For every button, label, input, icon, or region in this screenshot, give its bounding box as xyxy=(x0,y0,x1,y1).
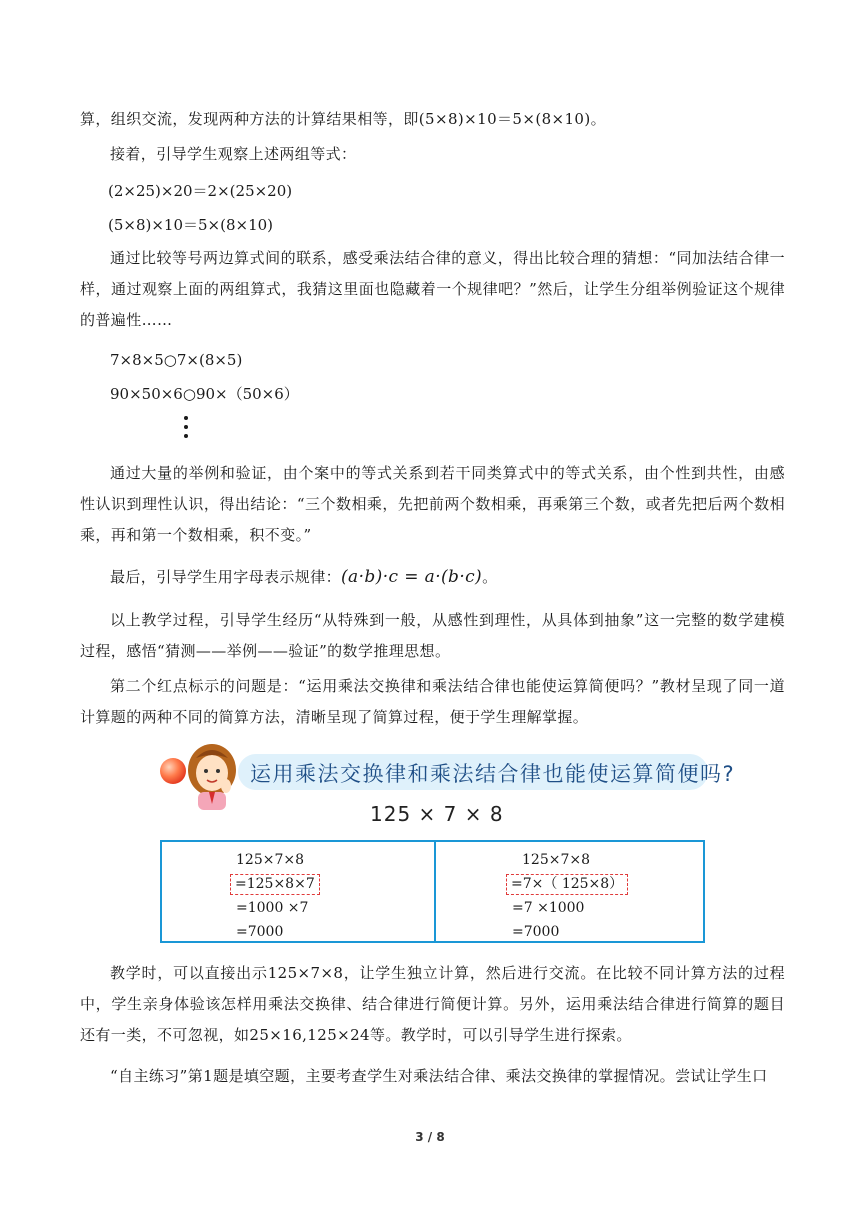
method-1-line-2-wrap xyxy=(236,872,320,896)
method-1-line-2: =125×8×7 xyxy=(230,874,320,895)
paragraph-5 xyxy=(80,562,785,593)
example-1: 7×8×5○7×(8×5) xyxy=(110,351,243,369)
paragraph-8: 教学时，可以直接出示125×7×8，让学生独立计算，然后进行交流。在比较不同计算方法的过程中，学生亲身体验该怎样用乘法交换律、结合律进行简便计算。另外，运用乘法结合律进行简算的题目还有一类，不可忽视，如25×16,125×24等。教学时，可以引导学生进行探索。 xyxy=(80,964,785,1044)
formula-associative-law: (a·b)·c = a·(b·c) xyxy=(341,567,483,587)
paragraph-9: “自主练习”第1题是填空题，主要考查学生对乘法结合律、乘法交换律的掌握情况。尝试让学生口 xyxy=(110,1067,768,1085)
paragraph-3: 通过比较等号两边算式间的联系，感受乘法结合律的意义，得出比较合理的猜想：“同加法结合律一样，通过观察上面的两组算式，我猜这里面也隐藏着一个规律吧？”然后，让学生分组举例验证这个规律的普遍性…… xyxy=(80,249,785,329)
solution-box xyxy=(160,840,705,943)
example-2: 90×50×6○90×（50×6） xyxy=(110,385,299,403)
equation-2: (5×8)×10＝5×(8×10) xyxy=(108,216,274,234)
box-divider xyxy=(434,842,436,941)
textbook-figure xyxy=(160,740,736,950)
banner-text: 运用乘法交换律和乘法结合律也能使运算简便吗? xyxy=(250,762,736,786)
method-2-line-3: =7 ×1000 xyxy=(512,900,585,916)
vertical-ellipsis xyxy=(182,416,190,443)
paragraph-7: 第二个红点标示的问题是：“运用乘法交换律和乘法结合律也能使运算简便吗？”教材呈现了同一道计算题的两种不同的简算方法，清晰呈现了简算过程，便于学生理解掌握。 xyxy=(80,677,785,726)
girl-illustration xyxy=(182,740,240,810)
paragraph-6: 以上教学过程，引导学生经历“从特殊到一般，从感性到理性，从具体到抽象”这一完整的数学建模过程，感悟“猜测——举例——验证”的数学推理思想。 xyxy=(80,611,785,660)
method-1 xyxy=(236,848,320,944)
method-2-line-4: =7000 xyxy=(512,924,560,940)
figure-expression: 125 × 7 × 8 xyxy=(370,802,504,826)
method-2 xyxy=(512,848,628,944)
paragraph-5-prefix: 最后，引导学生用字母表示规律： xyxy=(110,568,342,586)
method-2-line-2-wrap xyxy=(512,872,628,896)
paragraph-1: 算，组织交流，发现两种方法的计算结果相等，即(5×8)×10＝5×(8×10)。 xyxy=(80,110,607,128)
paragraph-5-suffix: 。 xyxy=(482,568,498,586)
method-1-line-1: 125×7×8 xyxy=(236,852,304,868)
method-1-line-4: =7000 xyxy=(236,924,284,940)
method-2-line-1: 125×7×8 xyxy=(522,852,590,868)
equation-1: (2×25)×20＝2×(25×20) xyxy=(108,182,293,200)
paragraph-2: 接着，引导学生观察上述两组等式： xyxy=(110,145,357,163)
paragraph-4: 通过大量的举例和验证，由个案中的等式关系到若干同类算式中的等式关系，由个性到共性，由感性认识到理性认识，得出结论：“三个数相乘，先把前两个数相乘，再乘第三个数，或者先把后两个数相乘，再和第一个数相乘，积不变。” xyxy=(80,464,785,544)
method-2-line-2: =7×（ 125×8） xyxy=(506,874,628,895)
page-number: 3 / 8 xyxy=(415,1130,445,1144)
method-1-line-3: =1000 ×7 xyxy=(236,900,309,916)
